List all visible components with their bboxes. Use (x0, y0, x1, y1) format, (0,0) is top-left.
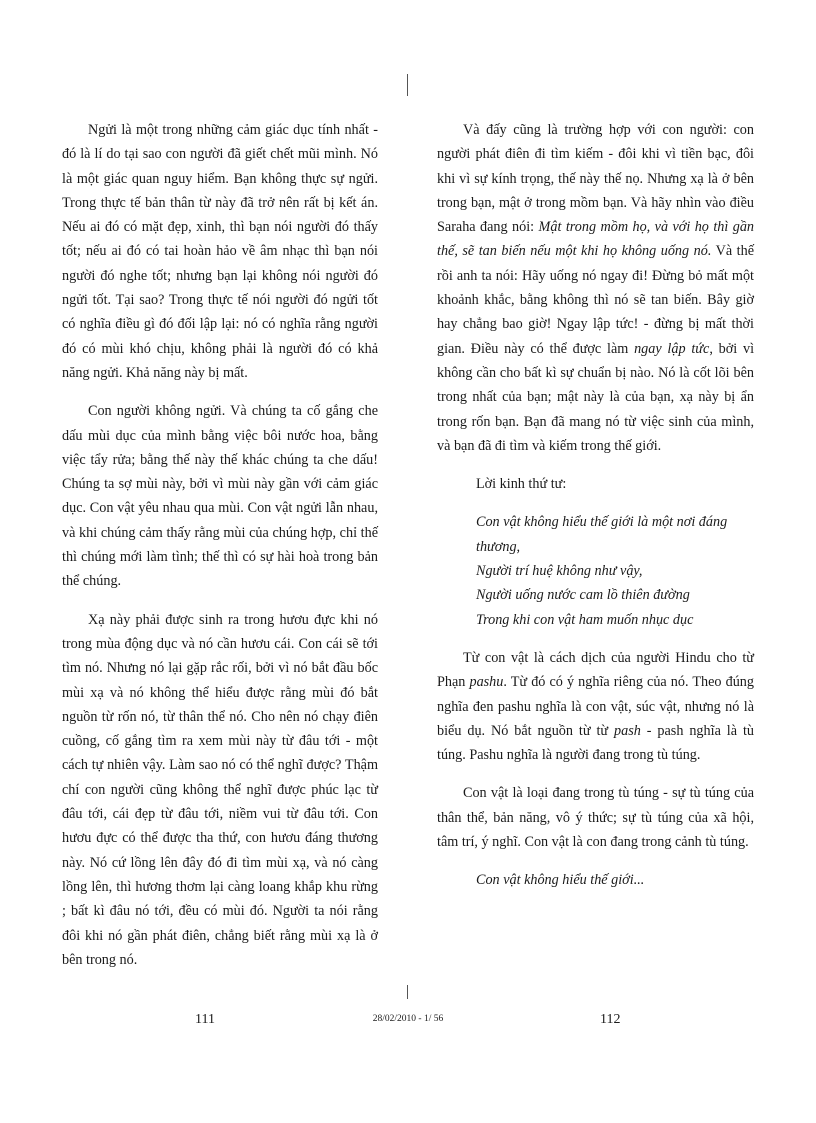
text-run: Và đấy cũng là trường hợp với con người: con người phát điên đi tìm kiếm - đôi khi vì tiền bạc, đôi khi vì sự kính trọng, thế này thế nọ. Nhưng xạ là ở bên trong bạn, mật ở trong mồm bạn. Và hãy nhìn vào điều Saraha đang nói: (437, 122, 754, 236)
verse-line: Người uống nước cam lồ thiên đường (476, 587, 690, 604)
right-paragraph-1 (437, 118, 754, 458)
left-paragraph-1: Ngửi là một trong những cảm giác dục tính nhất - đó là lí do tại sao con người đã giết chết mũi mình. Nó là một giác quan nguy hiểm. Bạn không thực sự ngửi. Trong thực tế bản thân từ này đã trở nên rất bị kết án. Nếu ai đó có mặt đẹp, xinh, thì bạn nói người đó thấy tốt; nếu ai đó có tai hoàn hảo về âm nhạc thì bạn nói người đó nghe tốt; nhưng bạn lại không nói người đó ngửi tốt. Tại sao? Trong thực tế nói người đó ngửi tốt có nghĩa điều gì đó đối lập lại: nó có nghĩa rằng người đó có mùi khó chịu, không phải là người đó có khả năng ngửi. Khả năng này bị mất. (62, 122, 378, 381)
closing-italic-text: Con vật không hiểu thế giới... (476, 872, 645, 889)
left-paragraph-3: Xạ này phải được sinh ra trong hươu đực khi nó trong mùa động dục và nó cần hươu cái. Con cái sẽ tới tìm nó. Nhưng nó lại gặp rắc rối, bởi vì nó bắt đầu bốc mùi xạ và nó không thể hiểu được rằng mùi đó bắt nguồn từ rốn nó, từ thân thể nó. Cho nên nó chạy điên cuồng, cố gắng tìm ra xem mùi này từ đâu tới - một cách tự nhiên vậy. Làm sao nó có thể nghĩ được? Thậm chí con người cũng không thể nghĩ được phúc lạc từ đâu tới, cái đẹp từ đâu tới, niềm vui từ đâu tới. Con hươu đực có thể được tha thứ, con hươu đáng thương này. Nó cứ lồng lên đây đó đi tìm mùi xạ, và nó càng lồng lên, thì hương thơm lại càng loang khắp khu rừng ; bất kì đâu nó tới, đều có mùi đó. Người ta nói rằng đôi khi nó gần phát điên, chẳng biết rằng mùi xạ là ở bên trong nó. (62, 611, 378, 968)
closing-italic-line (437, 868, 754, 892)
prayer-heading: Lời kinh thứ tư: (476, 476, 567, 493)
text-run: , bởi vì không cần cho bất kì sự chuẩn bị nào. Nó là cốt lõi bên trong nhất của bạn; mật này là của bạn, xạ này bị ẩn trong rốn bạn. Bạn đã mang nó từ việc sinh của mình, và bạn đã đi tìm và kiếm trong thế giới. (437, 340, 755, 454)
bottom-center-mark (407, 985, 408, 999)
verse-line: Con vật không hiểu thế giới là một nơi đáng thương, (476, 514, 728, 555)
italic-word: pash (614, 722, 641, 739)
left-paragraph-2: Con người không ngửi. Và chúng ta cố gắng che dấu mùi dục của mình bằng việc bôi nước hoa, bằng việc tẩy rửa; bằng thế này thế khác chúng ta che dấu! Chúng ta sợ mùi này, bởi vì mùi này gần với cảm giác dục. Con vật yêu nhau qua mùi. Con vật ngửi lẫn nhau, và khi chúng cảm thấy rằng mùi của chúng hợp, chỉ thế thì chúng mới làm tình; thế thì có sự hài hoà trong bản thể chúng. (62, 403, 378, 590)
italic-phrase: ngay lập tức (634, 340, 710, 357)
footer-date: 28/02/2010 - 1/ 56 (372, 1014, 444, 1024)
right-page-text (437, 118, 754, 907)
verse-line: Trong khi con vật ham muốn nhục dục (476, 611, 694, 628)
text-run: Từ con vật là cách dịch của người Hindu cho từ Phạn (437, 649, 754, 691)
verse-block (437, 510, 754, 631)
right-paragraph-2 (437, 646, 754, 767)
right-page-number: 112 (600, 1012, 621, 1027)
italic-word: pashu (469, 674, 504, 691)
text-run: - pash nghĩa là tù túng. Pashu nghĩa là người đang trong tù túng. (437, 722, 754, 764)
verse-line: Người trí huệ không như vậy, (476, 563, 643, 580)
italic-quote: Mật trong mồm họ, và với họ thì gần thế, sẽ tan biến nếu một khi họ không uống nó. (437, 219, 755, 260)
text-run: Và thế rồi anh ta nói: Hãy uống nó ngay đi! Đừng bỏ mất một khoảnh khắc, bằng không thì nó sẽ tan biến. Bây giờ hay chẳng bao giờ! Ngay lập tức! - đừng bị mất thời gian. Điều này có thể được làm (437, 243, 755, 357)
text-run: . Từ đó có ý nghĩa riêng của nó. Theo đúng nghĩa đen pashu nghĩa là con vật, súc vật, nhưng nó là biểu dụ. Nó bắt nguồn từ từ (437, 674, 754, 739)
top-center-mark (407, 74, 408, 96)
left-page-text (62, 118, 378, 986)
right-paragraph-3: Con vật là loại đang trong tù túng - sự tù túng của thân thể, bản năng, vô ý thức; sự tù túng của xã hội, tâm trí, ý nghĩ. Con vật là con đang trong cảnh tù túng. (437, 785, 754, 851)
left-page-number: 111 (195, 1012, 215, 1027)
